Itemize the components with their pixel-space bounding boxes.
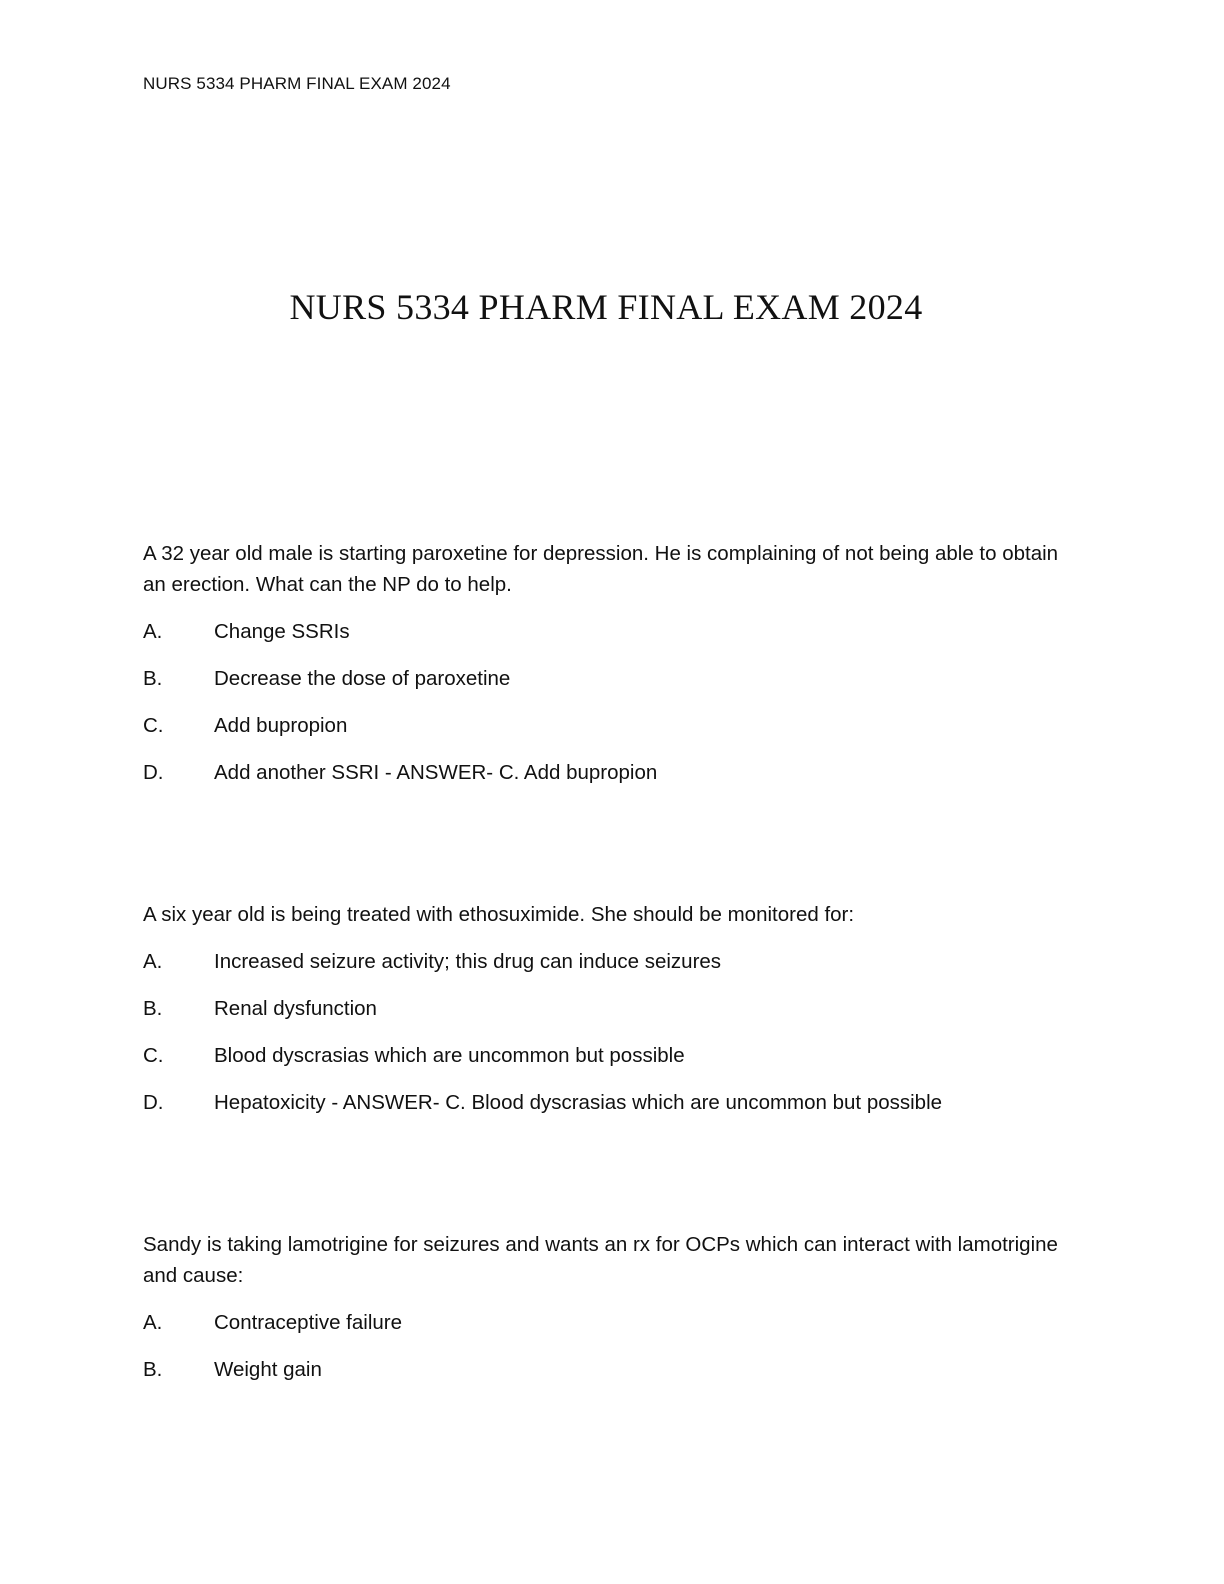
option-text: Change SSRIs xyxy=(214,620,350,643)
option-text: Add another SSRI - ANSWER- C. Add bupropion xyxy=(214,761,658,784)
question-stem: A six year old is being treated with ethosuximide. She should be monitored for: xyxy=(143,903,855,926)
option-item xyxy=(143,663,1073,694)
option-letter: D. xyxy=(143,1091,164,1114)
option-text: Increased seizure activity; this drug can induce seizures xyxy=(214,950,722,973)
option-item xyxy=(143,757,1073,788)
option-list xyxy=(143,946,1073,1118)
question-stem: A 32 year old male is starting paroxetine for depression. He is complaining of not being able to obtain an erection. What can the NP do to help. xyxy=(143,542,1059,596)
option-item xyxy=(143,710,1073,741)
option-item xyxy=(143,1354,1073,1385)
option-letter: D. xyxy=(143,761,164,784)
question-3 xyxy=(143,1229,1073,1401)
option-list xyxy=(143,616,1073,788)
option-letter: B. xyxy=(143,1358,163,1381)
question-stem: Sandy is taking lamotrigine for seizures and wants an rx for OCPs which can interact with lamotrigine and cause: xyxy=(143,1233,1058,1287)
option-letter: A. xyxy=(143,1311,163,1334)
option-letter: B. xyxy=(143,997,163,1020)
option-letter: C. xyxy=(143,714,164,737)
option-text: Hepatoxicity - ANSWER- C. Blood dyscrasias which are uncommon but possible xyxy=(214,1091,943,1114)
option-letter: B. xyxy=(143,667,163,690)
option-item xyxy=(143,1040,1073,1071)
question-2 xyxy=(143,899,1073,1134)
option-item xyxy=(143,946,1073,977)
option-text: Blood dyscrasias which are uncommon but possible xyxy=(214,1044,685,1067)
option-list xyxy=(143,1307,1073,1385)
option-item xyxy=(143,1307,1073,1338)
question-1 xyxy=(143,538,1073,804)
option-text: Contraceptive failure xyxy=(214,1311,403,1334)
option-text: Decrease the dose of paroxetine xyxy=(214,667,511,690)
running-header: NURS 5334 PHARM FINAL EXAM 2024 xyxy=(143,74,451,93)
option-item xyxy=(143,1087,1073,1118)
option-text: Add bupropion xyxy=(214,714,348,737)
option-text: Renal dysfunction xyxy=(214,997,377,1020)
document-title: NURS 5334 PHARM FINAL EXAM 2024 xyxy=(289,287,923,327)
option-item xyxy=(143,616,1073,647)
option-letter: A. xyxy=(143,950,163,973)
option-letter: C. xyxy=(143,1044,164,1067)
option-item xyxy=(143,993,1073,1024)
option-letter: A. xyxy=(143,620,163,643)
option-text: Weight gain xyxy=(214,1358,322,1381)
